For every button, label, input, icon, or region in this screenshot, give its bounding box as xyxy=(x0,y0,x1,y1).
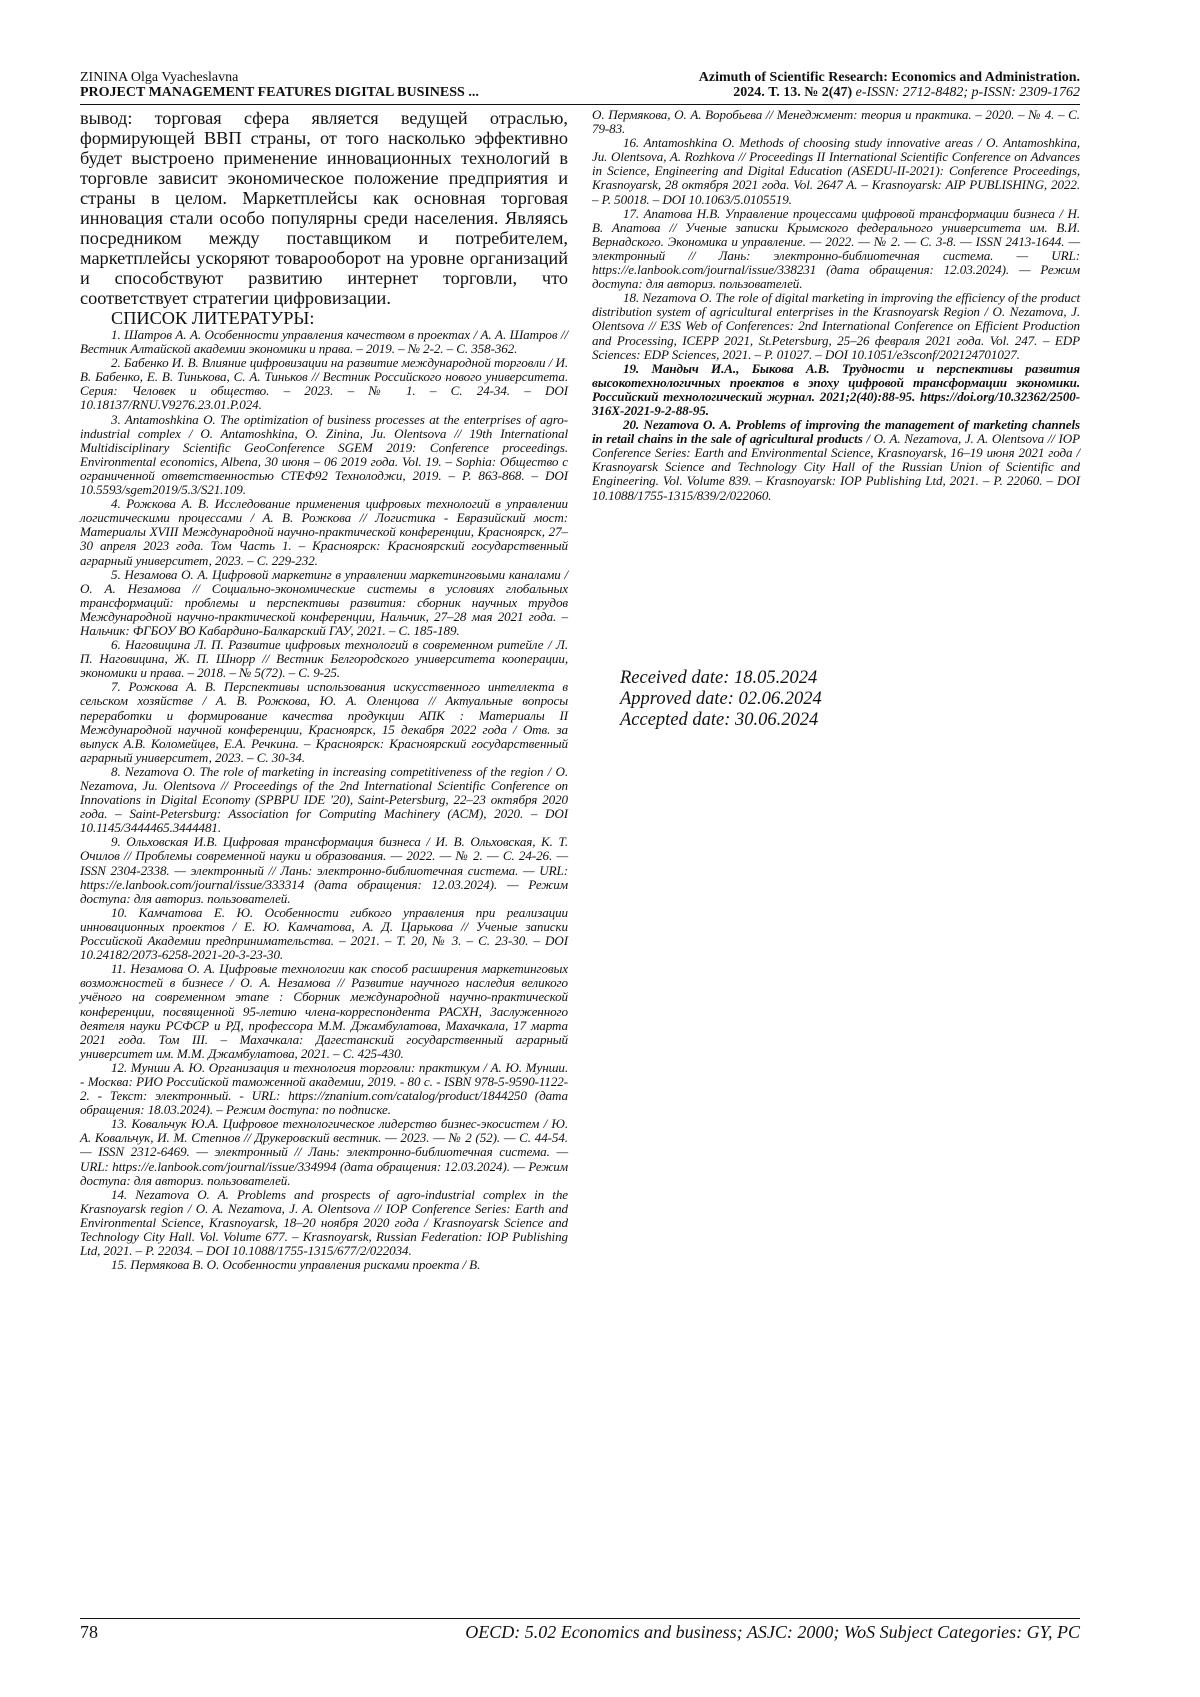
reference-item xyxy=(592,362,1080,418)
reference-item: 6. Наговицина Л. П. Развитие цифровых технологий в современном ритейле / Л. П. Наговицина, Ж. П. Шнорр // Вестник Белгородского университета кооперации, экономики и права. – 2018. – № 5(72). – С. 9-25. xyxy=(80,637,568,681)
reference-item: 3. Antamoshkina O. The optimization of business processes at the enterprises of agro-industrial complex / O. Antamoshkina, O. Zinina, Ju. Olentsova // 19th International Multidisciplinary Scientific GeoConference SGEM 2019: Conference proceedings. Environmental economics, Albena, 30 июня – 06 2019 года. Vol. 19. – Sophia: Общество с ограниченной ответственностью СТЕФ92 Технолоджи, 2019. – P. 863-868. – DOI 10.5593/sgem2019/5.3/S21.109. xyxy=(80,411,568,498)
reference-item: 2. Бабенко И. В. Влияние цифровизации на развитие международной торговли / И. В. Бабенко, Е. В. Тинькова, С. А. Тиньков // Вестник Российского нового университета. Серия: Человек и общество. – 2023. – № 1. – С. 24-34. – DOI 10.18137/RNU.V9276.23.01.P.024. xyxy=(80,355,568,413)
reference-item: 11. Незамова О. А. Цифровые технологии как способ расширения маркетинговых возможностей в бизнесе / О. А. Незамова // Развитие научного наследия великого учёного на современном этапе : Сборник международной научно-практической конференции, посвященной 95-летию члена-корреспондента РАСХН, Заслуженного деятеля науки РСФСР и РД, профессора М.М. Джамбулатова, Махачкала, 17 марта 2021 года. Том III. – Махачкала: Дагестанский государственный аграрный университет им. М.М. Джамбулатова, 2021. – С. 425-430. xyxy=(80,961,568,1061)
reference-item xyxy=(592,418,1080,503)
reference-item: 4. Рожкова А. В. Исследование применения цифровых технологий в управлении логистическими процессами / А. В. Рожкова // Логистика - Евразийский мост: Материалы XVIII Международной научно-практической конференции, Красноярск, 27–30 апреля 2023 года. Том Часть 1. – Красноярск: Красноярский государственный аграрный университет, 2023. – С. 229-232. xyxy=(80,496,568,568)
intro-paragraph: вывод: торговая сфера является ведущей отраслью, формирующей ВВП страны, от того насколько эффективно будет выстроено применение инновационных технологий в торговле зависит экономическое положение предприятия и страны в целом. Маркетплейсы как основная торговая инновация стали особо популярны среди населения. Являясь посредником между поставщиком и потребителем, маркетплейсы ускоряют товарооборот на уровне организаций и способствуют развитию интернет торговли, что соответствует стратегии цифровизации. xyxy=(80,108,568,308)
header-left xyxy=(80,70,479,100)
received-date: Received date: 18.05.2024 xyxy=(620,668,818,688)
right-column xyxy=(592,108,1080,503)
reference-item: 18. Nezamova O. The role of digital marketing in improving the efficiency of the product distribution system of agricultural enterprises in the Krasnoyarsk Region / O. Nezamova, J. Olentsova // E3S Web of Conferences: 2nd International Conference on Efficient Production and Processing, ICEPP 2021, St.Petersburg, 25–26 февраля 2021 года. Vol. 247. – EDP Sciences: EDP Sciences, 2021. – P. 01027. – DOI 10.1051/e3sconf/202124701027. xyxy=(592,290,1080,362)
references-list-left xyxy=(80,328,568,1272)
page-header xyxy=(80,70,1080,102)
reference-item: 12. Мунши А. Ю. Организация и технология торговли: практикум / А. Ю. Мунши. - Москва: РИО Российской таможенной академии, 2019. - 80 с. - ISBN 978-5-9590-1122-2. - Текст: электронный. - URL: https://znanium.com/catalog/product/1844250 (дата обращения: 18.03.2024). – Режим доступа: по подписке. xyxy=(80,1059,568,1118)
approved-date: Approved date: 02.06.2024 xyxy=(620,689,822,709)
page-number: 78 xyxy=(80,1622,98,1642)
header-right xyxy=(699,70,1080,100)
reference-item: 10. Камчатова Е. Ю. Особенности гибкого управления при реализации инновационных проектов / Е. Ю. Камчатова, А. Д. Царькова // Ученые записки Российской Академии предпринимательства. – 2021. – Т. 20, № 3. – С. 23-30. – DOI 10.24182/2073-6258-2021-20-3-23-30. xyxy=(80,904,568,963)
page-footer xyxy=(80,1622,1080,1644)
reference-19-text: 19. Мандыч И.А., Быкова А.В. Трудности и перспективы развития высокотехнологичных проектов в эпоху цифровой трансформации экономики. Российский технологический журнал. 2021;2(40):88-95. https://doi.org/10.32362/2500-316X-2021-9-2-88-95. xyxy=(592,360,1080,418)
reference-item: 16. Antamoshkina O. Methods of choosing study innovative areas / O. Antamoshkina, Ju. Olentsova, A. Rozhkova // Proceedings II International Scientific Conference on Advances in Science, Engineering and Digital Education (ASEDU-II-2021): Conference Proceedings, Krasnoyarsk, 28 октября 2021 года. Vol. 2647 A. – Krasnoyarsk: AIP PUBLISHING, 2022. – P. 50018. – DOI 10.1063/5.0105519. xyxy=(592,135,1080,207)
article-dates xyxy=(620,668,822,731)
reference-item: 7. Рожкова А. В. Перспективы использования искусственного интеллекта в сельском хозяйстве / А. В. Рожкова, Ю. А. Оленцова // Актуальные вопросы переработки и формирование качества продукции АПК : Материалы II Международной научной конференции, Красноярск, 15 декабря 2022 года / Отв. за выпуск А.В. Коломейцев, Е.А. Речкина. – Красноярск: Красноярский государственный аграрный университет, 2023. – С. 30-34. xyxy=(80,679,568,765)
header-title: PROJECT MANAGEMENT FEATURES DIGITAL BUSINESS ... xyxy=(80,85,479,100)
reference-item: 9. Ольховская И.В. Цифровая трансформация бизнеса / И. В. Ольховская, К. Т. Очилов // Проблемы современной науки и образования. — 2022. — № 2. — С. 24-26. — ISSN 2304-2338. — электронный // Лань: электронно-библиотечная система. — URL: https://e.lanbook.com/journal/issue/333314 (дата обращения: 12.03.2024). — Режим доступа: для авториз. пользователей. xyxy=(80,834,568,906)
header-author: ZININA Olga Vyacheslavna xyxy=(80,70,239,85)
footer-rule xyxy=(80,1618,1080,1619)
reference-item: 13. Ковальчук Ю.А. Цифровое технологическое лидерство бизнес-экосистем / Ю. А. Ковальчук, И. М. Степнов // Друкеровский вестник. — 2023. — № 2 (52). — С. 44-54. — ISSN 2312-6469. — электронный // Лань: электронно-библиотечная система. — URL: https://e.lanbook.com/journal/issue/334994 (дата обращения: 12.03.2024). — Режим доступа: для авториз. пользователей. xyxy=(80,1116,568,1188)
left-column xyxy=(80,108,568,1272)
header-issn: e-ISSN: 2712-8482; p-ISSN: 2309-1762 xyxy=(852,85,1080,100)
references-heading: СПИСОК ЛИТЕРАТУРЫ: xyxy=(111,308,315,328)
header-rule xyxy=(80,104,1080,105)
reference-item: 1. Шатров А. А. Особенности управления качеством в проектах / А. А. Шатров // Вестник Алтайской академии экономики и права. – 2019. – № 2-2. – С. 358-362. xyxy=(80,327,568,357)
reference-item: 8. Nezamova O. The role of marketing in increasing competitiveness of the region / O. Nezamova, Ju. Olentsova // Proceedings of the 2nd International Scientific Conference on Innovations in Digital Economy (SPBPU IDE '20), Saint-Petersburg, 22–23 октября 2020 года. – Saint-Petersburg: Association for Computing Machinery (ACM), 2020. – DOI 10.1145/3444465.3444481. xyxy=(80,763,568,836)
reference-item: 17. Апатова Н.В. Управление процессами цифровой трансформации бизнеса / Н. В. Апатова // Ученые записки Крымского федерального университета им. В.И. Вернадского. Экономика и управление. — 2022. — № 2. — С. 3-8. — ISSN 2413-1644. — электронный // Лань: электронно-библиотечная система. — URL: https://e.lanbook.com/journal/issue/338231 (дата обращения: 12.03.2024). — Режим доступа: для авториз. пользователей. xyxy=(592,205,1080,292)
header-issue-line xyxy=(699,85,1080,100)
reference-continuation: О. Пермякова, О. А. Воробьева // Менеджмент: теория и практика. – 2020. – № 4. – С. 79-83. xyxy=(592,107,1080,137)
footer-classification: OECD: 5.02 Economics and business; ASJC: 2000; WoS Subject Categories: GY, PC xyxy=(465,1622,1080,1642)
reference-20-title: 20. Nezamova O. A. Problems of improving the management of marketing channels in retail chains in the sale of agricultural products xyxy=(592,417,1080,447)
header-journal: Azimuth of Scientific Research: Economics and Administration. xyxy=(698,70,1080,85)
reference-item: 15. Пермякова В. О. Особенности управления рисками проекта / В. xyxy=(111,1257,481,1273)
reference-item: 14. Nezamova O. A. Problems and prospects of agro-industrial complex in the Krasnoyarsk region / O. A. Nezamova, J. A. Olentsova // IOP Conference Series: Earth and Environmental Science, Krasnoyarsk, 18–20 ноября 2020 года / Krasnoyarsk Science and Technology City Hall. Vol. Volume 677. – Krasnoyarsk, Russian Federation: IOP Publishing Ltd, 2021. – P. 22034. – DOI 10.1088/1755-1315/677/2/022034. xyxy=(80,1186,568,1259)
header-issue: 2024. Т. 13. № 2(47) xyxy=(733,85,853,100)
reference-item: 5. Незамова О. А. Цифровой маркетинг в управлении маркетинговыми каналами / О. А. Незамова // Социально-экономические системы в условиях глобальных трансформаций: проблемы и перспективы развития: сборник научных трудов Международной научно-практической конференции, Нальчик, 27–28 мая 2021 года. – Нальчик: ФГБОУ ВО Кабардино-Балкарский ГАУ, 2021. – С. 185-189. xyxy=(80,566,568,638)
accepted-date: Accepted date: 30.06.2024 xyxy=(620,710,819,730)
reference-20-rest: / O. A. Nezamova, J. A. Olentsova // IOP Conference Series: Earth and Environmental Science, Krasnoyarsk, 16–19 июня 2021 года / Krasnoyarsk Science and Technology City Hall of the Russian Union of Scientific and Engineering. Vol. Volume 839. – Krasnoyarsk: IOP Publishing Ltd, 2021. – P. 22060. – DOI 10.1088/1755-1315/839/2/022060. xyxy=(592,431,1080,503)
